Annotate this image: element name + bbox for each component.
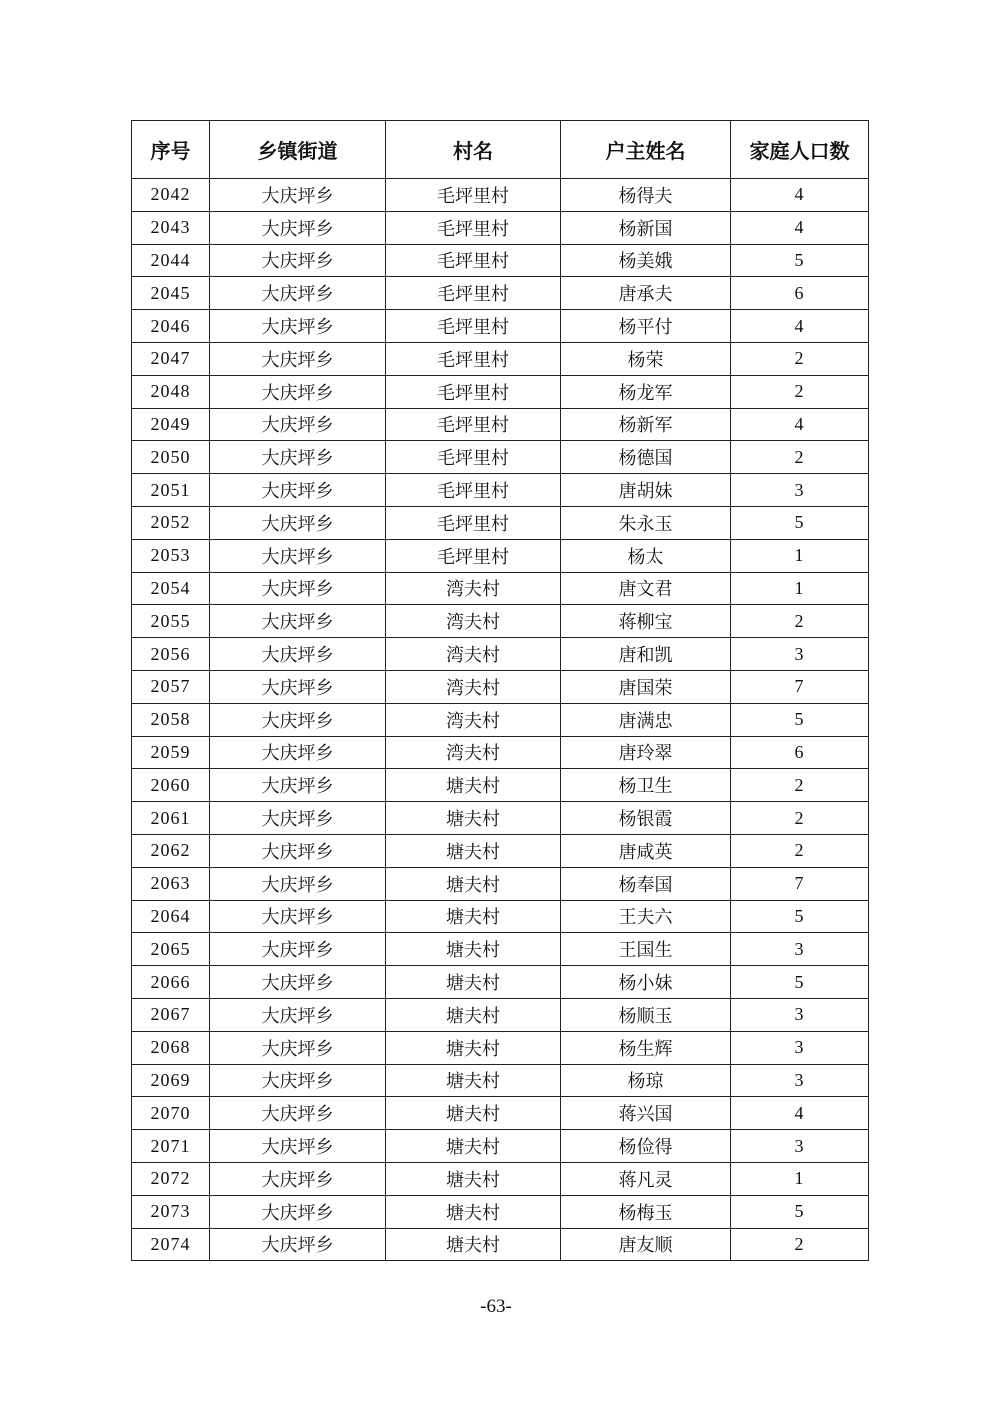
table-row: [132, 670, 869, 703]
cell-family-size: 2: [731, 441, 869, 474]
cell-township: 大庆坪乡: [210, 1097, 386, 1130]
cell-township: 大庆坪乡: [210, 277, 386, 310]
table-row: [132, 1228, 869, 1261]
cell-family-size: 5: [731, 506, 869, 539]
cell-village: 湾夫村: [386, 703, 561, 736]
table-row: [132, 769, 869, 802]
cell-family-size: 3: [731, 638, 869, 671]
cell-township: 大庆坪乡: [210, 638, 386, 671]
cell-township: 大庆坪乡: [210, 1031, 386, 1064]
table-header: [132, 121, 869, 179]
cell-index: 2050: [132, 441, 210, 474]
cell-family-size: 3: [731, 998, 869, 1031]
cell-family-size: 4: [731, 179, 869, 212]
cell-index: 2052: [132, 506, 210, 539]
cell-householder: 王夫六: [561, 900, 731, 933]
cell-village: 毛坪里村: [386, 506, 561, 539]
cell-index: 2059: [132, 736, 210, 769]
cell-index: 2067: [132, 998, 210, 1031]
header-village: 村名: [386, 121, 561, 179]
table-row: [132, 244, 869, 277]
cell-householder: 杨荣: [561, 342, 731, 375]
cell-family-size: 1: [731, 572, 869, 605]
cell-township: 大庆坪乡: [210, 244, 386, 277]
cell-family-size: 3: [731, 933, 869, 966]
cell-householder: 蒋柳宝: [561, 605, 731, 638]
cell-village: 湾夫村: [386, 605, 561, 638]
table-row: [132, 375, 869, 408]
cell-village: 湾夫村: [386, 572, 561, 605]
cell-village: 毛坪里村: [386, 211, 561, 244]
cell-family-size: 4: [731, 408, 869, 441]
cell-village: 塘夫村: [386, 998, 561, 1031]
cell-householder: 杨美娥: [561, 244, 731, 277]
cell-village: 湾夫村: [386, 736, 561, 769]
cell-index: 2058: [132, 703, 210, 736]
cell-family-size: 2: [731, 375, 869, 408]
cell-village: 毛坪里村: [386, 408, 561, 441]
table-row: [132, 638, 869, 671]
table-row: [132, 834, 869, 867]
cell-index: 2069: [132, 1064, 210, 1097]
table-row: [132, 179, 869, 212]
cell-family-size: 5: [731, 703, 869, 736]
cell-village: 毛坪里村: [386, 244, 561, 277]
table-row: [132, 605, 869, 638]
cell-township: 大庆坪乡: [210, 539, 386, 572]
cell-family-size: 3: [731, 1130, 869, 1163]
cell-family-size: 3: [731, 1064, 869, 1097]
cell-family-size: 5: [731, 1195, 869, 1228]
cell-index: 2051: [132, 474, 210, 507]
cell-householder: 唐友顺: [561, 1228, 731, 1261]
header-family-size: 家庭人口数: [731, 121, 869, 179]
cell-index: 2065: [132, 933, 210, 966]
cell-township: 大庆坪乡: [210, 375, 386, 408]
cell-township: 大庆坪乡: [210, 1228, 386, 1261]
cell-family-size: 2: [731, 1228, 869, 1261]
cell-village: 湾夫村: [386, 638, 561, 671]
cell-family-size: 5: [731, 244, 869, 277]
cell-village: 塘夫村: [386, 769, 561, 802]
cell-village: 塘夫村: [386, 1064, 561, 1097]
cell-township: 大庆坪乡: [210, 179, 386, 212]
cell-index: 2064: [132, 900, 210, 933]
cell-householder: 唐文君: [561, 572, 731, 605]
cell-index: 2046: [132, 310, 210, 343]
cell-index: 2060: [132, 769, 210, 802]
cell-family-size: 1: [731, 1162, 869, 1195]
cell-householder: 杨小妹: [561, 966, 731, 999]
cell-householder: 杨卫生: [561, 769, 731, 802]
cell-index: 2057: [132, 670, 210, 703]
cell-township: 大庆坪乡: [210, 441, 386, 474]
cell-village: 塘夫村: [386, 966, 561, 999]
cell-householder: 杨平付: [561, 310, 731, 343]
cell-family-size: 3: [731, 474, 869, 507]
cell-family-size: 2: [731, 769, 869, 802]
cell-village: 塘夫村: [386, 1031, 561, 1064]
cell-householder: 唐和凯: [561, 638, 731, 671]
table-row: [132, 966, 869, 999]
cell-village: 毛坪里村: [386, 441, 561, 474]
cell-index: 2044: [132, 244, 210, 277]
cell-index: 2055: [132, 605, 210, 638]
cell-index: 2053: [132, 539, 210, 572]
cell-index: 2043: [132, 211, 210, 244]
table-row: [132, 1097, 869, 1130]
cell-family-size: 7: [731, 670, 869, 703]
cell-family-size: 6: [731, 277, 869, 310]
cell-index: 2062: [132, 834, 210, 867]
cell-index: 2063: [132, 867, 210, 900]
table-row: [132, 1064, 869, 1097]
cell-township: 大庆坪乡: [210, 966, 386, 999]
cell-village: 毛坪里村: [386, 375, 561, 408]
cell-township: 大庆坪乡: [210, 998, 386, 1031]
cell-householder: 杨德国: [561, 441, 731, 474]
cell-village: 毛坪里村: [386, 539, 561, 572]
cell-township: 大庆坪乡: [210, 572, 386, 605]
cell-family-size: 2: [731, 342, 869, 375]
cell-township: 大庆坪乡: [210, 670, 386, 703]
cell-index: 2047: [132, 342, 210, 375]
cell-householder: 杨新军: [561, 408, 731, 441]
cell-householder: 唐满忠: [561, 703, 731, 736]
header-township: 乡镇街道: [210, 121, 386, 179]
table-row: [132, 900, 869, 933]
header-householder: 户主姓名: [561, 121, 731, 179]
cell-householder: 杨琼: [561, 1064, 731, 1097]
cell-householder: 杨奉国: [561, 867, 731, 900]
cell-householder: 蒋凡灵: [561, 1162, 731, 1195]
cell-family-size: 4: [731, 211, 869, 244]
page-number: -63-: [480, 1296, 512, 1317]
cell-village: 塘夫村: [386, 900, 561, 933]
table-row: [132, 736, 869, 769]
cell-township: 大庆坪乡: [210, 605, 386, 638]
cell-village: 湾夫村: [386, 670, 561, 703]
cell-township: 大庆坪乡: [210, 933, 386, 966]
cell-township: 大庆坪乡: [210, 1064, 386, 1097]
table-row: [132, 703, 869, 736]
cell-village: 塘夫村: [386, 802, 561, 835]
cell-family-size: 7: [731, 867, 869, 900]
cell-family-size: 5: [731, 966, 869, 999]
cell-township: 大庆坪乡: [210, 703, 386, 736]
cell-family-size: 6: [731, 736, 869, 769]
cell-householder: 杨得夫: [561, 179, 731, 212]
cell-index: 2072: [132, 1162, 210, 1195]
cell-family-size: 1: [731, 539, 869, 572]
cell-township: 大庆坪乡: [210, 802, 386, 835]
cell-village: 塘夫村: [386, 1195, 561, 1228]
cell-householder: 朱永玉: [561, 506, 731, 539]
cell-township: 大庆坪乡: [210, 342, 386, 375]
cell-index: 2071: [132, 1130, 210, 1163]
table-row: [132, 572, 869, 605]
table-row: [132, 211, 869, 244]
cell-index: 2074: [132, 1228, 210, 1261]
cell-index: 2049: [132, 408, 210, 441]
cell-village: 塘夫村: [386, 1162, 561, 1195]
cell-family-size: 2: [731, 605, 869, 638]
cell-village: 塘夫村: [386, 1097, 561, 1130]
table-row: [132, 802, 869, 835]
cell-family-size: 3: [731, 1031, 869, 1064]
table-row: [132, 310, 869, 343]
cell-family-size: 2: [731, 834, 869, 867]
cell-township: 大庆坪乡: [210, 900, 386, 933]
cell-village: 毛坪里村: [386, 342, 561, 375]
cell-family-size: 4: [731, 1097, 869, 1130]
household-table: [131, 120, 869, 1261]
cell-village: 塘夫村: [386, 1130, 561, 1163]
cell-village: 毛坪里村: [386, 310, 561, 343]
cell-householder: 杨俭得: [561, 1130, 731, 1163]
cell-householder: 杨顺玉: [561, 998, 731, 1031]
cell-village: 塘夫村: [386, 1228, 561, 1261]
cell-index: 2045: [132, 277, 210, 310]
cell-township: 大庆坪乡: [210, 867, 386, 900]
cell-index: 2042: [132, 179, 210, 212]
cell-index: 2066: [132, 966, 210, 999]
cell-township: 大庆坪乡: [210, 506, 386, 539]
table-row: [132, 1031, 869, 1064]
cell-householder: 唐玲翠: [561, 736, 731, 769]
cell-village: 毛坪里村: [386, 277, 561, 310]
cell-family-size: 4: [731, 310, 869, 343]
cell-township: 大庆坪乡: [210, 474, 386, 507]
cell-township: 大庆坪乡: [210, 211, 386, 244]
table-row: [132, 441, 869, 474]
cell-township: 大庆坪乡: [210, 1195, 386, 1228]
cell-index: 2054: [132, 572, 210, 605]
table-row: [132, 506, 869, 539]
cell-householder: 杨银霞: [561, 802, 731, 835]
cell-village: 毛坪里村: [386, 179, 561, 212]
cell-township: 大庆坪乡: [210, 736, 386, 769]
table-row: [132, 933, 869, 966]
table-row: [132, 1130, 869, 1163]
cell-village: 塘夫村: [386, 867, 561, 900]
table-body: [132, 179, 869, 1261]
table-row: [132, 1195, 869, 1228]
cell-township: 大庆坪乡: [210, 1130, 386, 1163]
cell-township: 大庆坪乡: [210, 769, 386, 802]
cell-householder: 王国生: [561, 933, 731, 966]
cell-family-size: 2: [731, 802, 869, 835]
cell-index: 2056: [132, 638, 210, 671]
cell-householder: 杨生辉: [561, 1031, 731, 1064]
cell-index: 2070: [132, 1097, 210, 1130]
cell-householder: 杨新国: [561, 211, 731, 244]
cell-village: 毛坪里村: [386, 474, 561, 507]
table-row: [132, 277, 869, 310]
cell-family-size: 5: [731, 900, 869, 933]
cell-township: 大庆坪乡: [210, 310, 386, 343]
header-row: [132, 121, 869, 179]
cell-village: 塘夫村: [386, 933, 561, 966]
table-row: [132, 867, 869, 900]
cell-township: 大庆坪乡: [210, 834, 386, 867]
table-row: [132, 539, 869, 572]
cell-index: 2061: [132, 802, 210, 835]
header-index: 序号: [132, 121, 210, 179]
cell-householder: 唐咸英: [561, 834, 731, 867]
table-row: [132, 1162, 869, 1195]
cell-householder: 唐胡妹: [561, 474, 731, 507]
table-row: [132, 342, 869, 375]
cell-village: 塘夫村: [386, 834, 561, 867]
cell-householder: 杨龙军: [561, 375, 731, 408]
cell-householder: 唐承夫: [561, 277, 731, 310]
cell-householder: 唐国荣: [561, 670, 731, 703]
cell-index: 2073: [132, 1195, 210, 1228]
cell-householder: 杨太: [561, 539, 731, 572]
table-row: [132, 408, 869, 441]
table-row: [132, 998, 869, 1031]
cell-householder: 杨梅玉: [561, 1195, 731, 1228]
table-row: [132, 474, 869, 507]
cell-township: 大庆坪乡: [210, 408, 386, 441]
cell-index: 2048: [132, 375, 210, 408]
cell-township: 大庆坪乡: [210, 1162, 386, 1195]
cell-index: 2068: [132, 1031, 210, 1064]
cell-householder: 蒋兴国: [561, 1097, 731, 1130]
